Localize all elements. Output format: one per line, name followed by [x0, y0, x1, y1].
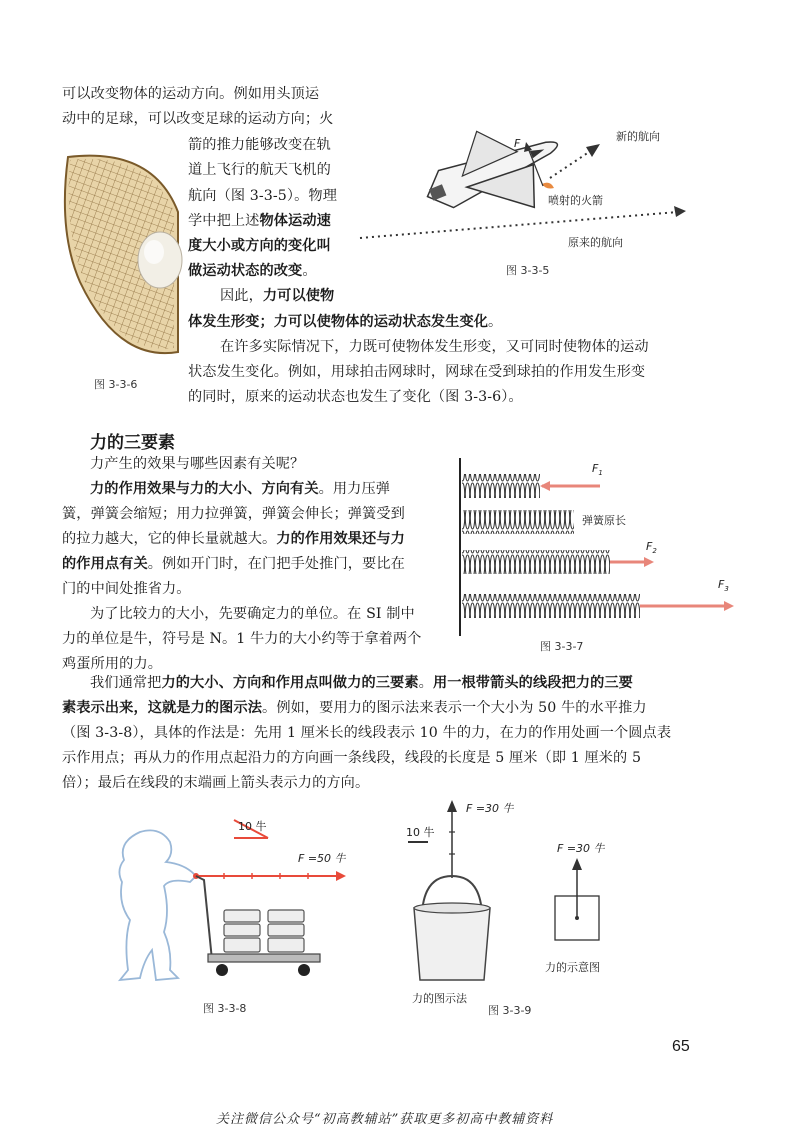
text-span: 。 — [488, 314, 503, 330]
bold-span: 素表示出来，这就是力的图示法 — [62, 700, 263, 716]
shuttle-diagram — [360, 128, 690, 278]
force-symbol: F — [718, 578, 725, 591]
text-span: 。 — [302, 263, 317, 279]
text-span: 的拉力越大，它的伸长量就越大。 — [62, 531, 277, 547]
text-span: 。例如开门时，在门把手处推门，要比在 — [147, 556, 405, 572]
text-span: 。用力压弹 — [318, 481, 391, 497]
force-symbol: F — [592, 462, 599, 475]
text-line: 力的单位是牛，符号是 N。1 牛力的大小约等于拿着两个 — [62, 631, 422, 647]
text-line — [220, 284, 334, 310]
bold-span: 用一根带箭头的线段把力的三要 — [432, 675, 633, 691]
text-line: 鸡蛋所用的力。 — [62, 656, 163, 672]
text-line: （图 3-3-8），具体的作法是：先用 1 厘米长的线段表示 10 牛的力，在力的作用处画一个圆点表 — [62, 725, 672, 741]
figure-caption: 图 3-3-5 — [506, 264, 550, 277]
text-line: 箭的推力能够改变在轨 — [188, 137, 331, 153]
force-subscript: 3 — [724, 585, 729, 594]
footer-note: 关注微信公众号“初高教辅站”获取更多初高中教辅资料 — [216, 1112, 554, 1127]
text-line: 力产生的效果与哪些因素有关呢？ — [90, 456, 305, 472]
text-line: 门的中间处推省力。 — [62, 581, 191, 597]
text-line — [188, 234, 331, 260]
bold-span: 力的大小、方向和作用点叫做力的三要素 — [161, 675, 419, 691]
text-line: 倍）；最后在线段的末端画上箭头表示力的方向。 — [62, 775, 370, 791]
text-line — [188, 310, 502, 336]
text-line — [90, 671, 633, 697]
force-label: F — [514, 137, 521, 150]
scale-label: 10 牛 — [238, 820, 267, 833]
figure-caption: 图 3-3-9 — [488, 1004, 532, 1017]
label-graphic-method: 力的图示法 — [412, 992, 467, 1005]
text-line: 在许多实际情况下，力既可使物体发生形变，又可同时使物体的运动 — [220, 339, 649, 355]
force-label-f2 — [646, 540, 657, 555]
scale-label: 10 牛 — [406, 826, 435, 839]
bold-span: 度大小或方向的变化叫 — [188, 238, 331, 254]
text-span: 因此， — [220, 288, 263, 304]
force-label-f1 — [592, 462, 603, 477]
text-line: 动中的足球，可以改变足球的运动方向；火 — [62, 111, 334, 127]
text-line — [90, 477, 390, 503]
page-number: 65 — [672, 1038, 690, 1055]
text-line: 示作用点；再从力的作用点起沿力的方向画一条线段，线段的长度是 5 厘米（即 1 厘米的 5 — [62, 750, 642, 766]
text-line — [62, 696, 647, 722]
bold-span: 体发生形变；力可以使物体的运动状态发生变化 — [188, 314, 489, 330]
figure-caption: 图 3-3-7 — [540, 640, 584, 653]
text-span: 我们通常把 — [90, 675, 162, 691]
text-span: 。例如，要用力的图示法来表示一个大小为 50 牛的水平推力 — [262, 700, 647, 716]
label-rocket: 喷射的火箭 — [548, 194, 603, 207]
text-line: 状态发生变化。例如，用球拍击网球时，网球在受到球拍的作用发生形变 — [188, 364, 646, 380]
figure-caption: 图 3-3-8 — [203, 1002, 247, 1015]
text-line: 航向（图 3-3-5）。物理 — [188, 188, 337, 204]
text-span: 学中把上述 — [188, 213, 260, 229]
text-line — [188, 259, 317, 285]
text-span: 。 — [418, 675, 433, 691]
force-symbol: F — [646, 540, 653, 553]
section-heading: 力的三要素 — [90, 433, 175, 453]
text-line: 的同时，原来的运动状态也发生了变化（图 3-3-6）。 — [188, 389, 523, 405]
bold-span: 力的作用效果还与力 — [276, 531, 405, 547]
force-subscript: 1 — [598, 469, 603, 478]
force-label: F =50 牛 — [298, 852, 346, 865]
bold-span: 的作用点有关 — [62, 556, 148, 572]
force-subscript: 2 — [652, 547, 657, 556]
label-new-course: 新的航向 — [616, 130, 660, 143]
label-old-course: 原来的航向 — [568, 236, 623, 249]
text-line: 簧，弹簧会缩短；用力拉弹簧，弹簧会伸长；弹簧受到 — [62, 506, 405, 522]
text-line: 道上飞行的航天飞机的 — [188, 162, 331, 178]
label-schematic: 力的示意图 — [545, 961, 600, 974]
text-line — [188, 209, 331, 235]
springs-diagram — [450, 458, 740, 638]
text-line — [62, 527, 405, 553]
force-label-f3 — [718, 578, 729, 593]
label-original-length: 弹簧原长 — [582, 514, 626, 527]
bold-span: 做运动状态的改变 — [188, 263, 303, 279]
bold-span: 物体运动速 — [259, 213, 331, 229]
cart-diagram — [100, 820, 360, 990]
bold-span: 力的作用效果与力的大小、方向有关 — [90, 481, 319, 497]
figure-caption: 图 3-3-6 — [94, 378, 138, 391]
text-line — [62, 552, 405, 578]
text-line: 可以改变物体的运动方向。例如用头顶运 — [62, 86, 320, 102]
bold-span: 力可以使物 — [262, 288, 335, 304]
force-label-bucket: F =30 牛 — [466, 802, 514, 815]
force-label-diagram: F =30 牛 — [557, 842, 605, 855]
racket-illustration — [58, 152, 188, 367]
text-line: 为了比较力的大小，先要确定力的单位。在 SI 制中 — [90, 606, 415, 622]
